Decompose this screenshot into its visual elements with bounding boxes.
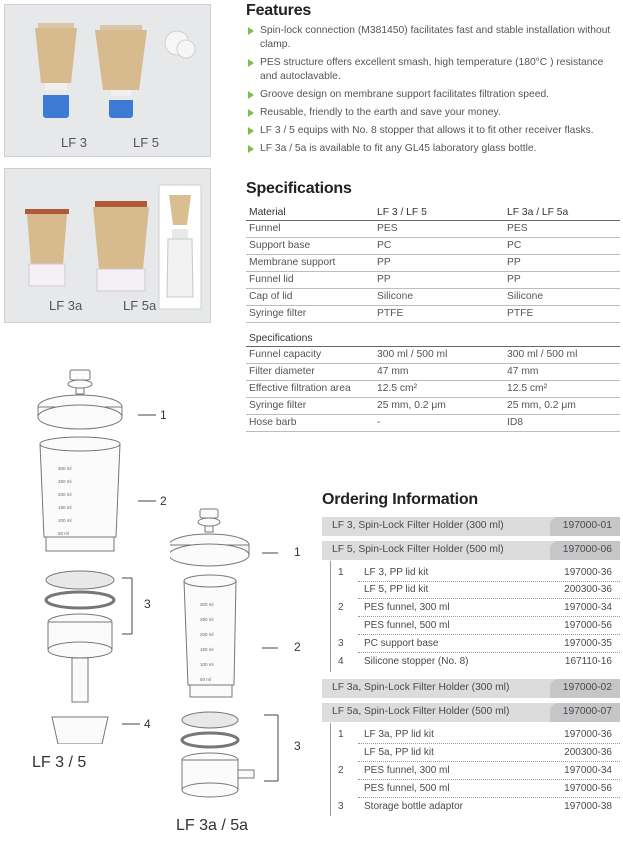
specifications-title: Specifications [246,180,352,197]
ordering-group-header [322,517,620,536]
table-row [246,220,620,237]
table-header-cell: Specifications [246,331,620,346]
table-cell: Filter diameter [246,363,374,380]
table-cell: Support base [246,237,374,254]
table-row [246,363,620,380]
table-header-row [246,331,620,346]
feature-item: PES structure offers excellent smash, high temperature (180°C ) resistance and autoclavable. [246,56,618,84]
specs-table [246,331,620,432]
list-item: 2 PES funnel, 300 ml 197000-34 [322,600,620,617]
table-cell: PP [504,254,620,271]
table-cell: PTFE [374,305,504,322]
table-cell: PC [374,237,504,254]
ordering-group-cat: 197000-06 [562,544,612,555]
photo-label-lf5a: LF 5a [123,298,157,313]
table-cell: Funnel capacity [246,346,374,363]
photo-label-lf3: LF 3 [61,135,88,150]
table-cell: PES [374,220,504,237]
ordering-group-label: LF 3a, Spin-Lock Filter Holder (300 ml) [332,682,510,693]
features-list [246,24,618,160]
scale-mark: 300 ml [58,466,72,471]
table-cell: Cap of lid [246,288,374,305]
diagram-label-lf3a-lf5a: LF 3a / 5a [176,817,249,834]
feature-item: Reusable, friendly to the earth and save your money. [246,106,618,120]
callout-2: 2 [160,494,167,508]
table-cell: 12.5 cm² [504,380,620,397]
list-item: 3 Storage bottle adaptor 197000-38 [338,801,612,812]
list-item: PES funnel, 500 ml 197000-56 [322,781,620,798]
product-photo-lf3-lf5 [5,5,212,158]
table-row [246,380,620,397]
photo-label-lf3a: LF 3a [49,298,83,313]
ordering-group-header [322,679,620,698]
list-item: LF 5a, PP lid kit 200300-36 [322,745,620,762]
table-cell: 47 mm [374,363,504,380]
table-cell: - [374,414,504,431]
table-cell: PES [504,220,620,237]
list-item: PES funnel, 500 ml 197000-56 [322,618,620,635]
ordering-group-label: LF 5, Spin-Lock Filter Holder (500 ml) [332,544,504,555]
table-cell: Silicone [504,288,620,305]
table-row [246,271,620,288]
table-cell: 300 ml / 500 ml [374,346,504,363]
callout-1: 1 [294,545,301,559]
list-item: 2 PES funnel, 300 ml 197000-34 [322,763,620,780]
table-header-cell: Material [246,205,374,220]
table-cell: Funnel lid [246,271,374,288]
feature-item: LF 3 / 5 equips with No. 8 stopper that allows it to fit other receiver flasks. [246,124,618,138]
ordering-group-header [322,541,620,560]
list-item: 3 PC support base 197000-35 [322,636,620,653]
callout-2: 2 [294,640,301,654]
table-cell: PP [374,271,504,288]
scale-mark: 100 ml [200,662,214,667]
table-header-cell: LF 3 / LF 5 [374,205,504,220]
ordering-group-cat: 197000-07 [562,706,612,717]
list-item: 1 LF 3a, PP lid kit 197000-36 [322,727,620,744]
photo-label-lf5: LF 5 [133,135,160,150]
scale-mark: 100 ml [58,518,72,523]
table-header-cell: LF 3a / LF 5a [504,205,620,220]
feature-item: LF 3a / 5a is available to fit any GL45 laboratory glass bottle. [246,142,618,156]
scale-mark: 300 ml [200,602,214,607]
callout-1: 1 [160,408,167,422]
exploded-diagram-lf3a-lf5a [170,505,310,811]
table-cell: 47 mm [504,363,620,380]
scale-mark: 200 ml [58,492,72,497]
scale-mark: 150 ml [200,647,214,652]
list-item: 1 LF 3, PP lid kit 197000-36 [322,565,620,582]
scale-mark: 250 ml [200,617,214,622]
table-cell: Syringe filter [246,305,374,322]
ordering-group-cat: 197000-02 [562,682,612,693]
diagram-label-lf3-lf5: LF 3 / 5 [32,754,87,771]
table-cell: Membrane support [246,254,374,271]
product-photo-panel-bottom [4,168,211,323]
table-cell: PP [504,271,620,288]
callout-3: 3 [144,597,151,611]
list-item: LF 5, PP lid kit 200300-36 [322,582,620,599]
table-row [246,305,620,322]
scale-mark: 150 ml [58,505,72,510]
table-cell: Syringe filter [246,397,374,414]
exploded-diagram-lf3-lf5 [20,362,170,744]
callout-4: 4 [144,717,151,731]
table-cell: Silicone [374,288,504,305]
scale-mark: 50 ml [200,677,212,682]
table-cell: Effective filtration area [246,380,374,397]
feature-item: Spin-lock connection (M381450) facilitates fast and stable installation without clamp. [246,24,618,52]
table-header-row [246,205,620,220]
scale-mark: 200 ml [200,632,214,637]
table-cell: ID8 [504,414,620,431]
table-cell: PP [374,254,504,271]
ordering-group-cat: 197000-01 [562,520,612,531]
ordering-group-label: LF 5a, Spin-Lock Filter Holder (500 ml) [332,706,510,717]
table-cell: 300 ml / 500 ml [504,346,620,363]
materials-table [246,205,620,323]
ordering-title: Ordering Information [322,491,479,508]
scale-mark: 250 ml [58,479,72,484]
product-photo-lf3a-lf5a [5,169,212,324]
product-photo-panel-top [4,4,211,157]
scale-mark: 50 ml [58,531,70,536]
table-row [246,397,620,414]
table-row [246,346,620,363]
features-title: Features [246,2,312,19]
table-cell: Hose barb [246,414,374,431]
list-item: 4 Silicone stopper (No. 8) 167110-16 [338,656,612,667]
ordering-group-header [322,703,620,722]
table-cell: 25 mm, 0.2 μm [504,397,620,414]
callout-3: 3 [294,739,301,753]
ordering-group-label: LF 3, Spin-Lock Filter Holder (300 ml) [332,520,504,531]
table-cell: 25 mm, 0.2 μm [374,397,504,414]
feature-item: Groove design on membrane support facilitates filtration speed. [246,88,618,102]
table-row [246,254,620,271]
table-row [246,414,620,431]
table-cell: Funnel [246,220,374,237]
table-cell: PC [504,237,620,254]
table-cell: PTFE [504,305,620,322]
table-cell: 12.5 cm² [374,380,504,397]
table-row [246,288,620,305]
table-row [246,237,620,254]
